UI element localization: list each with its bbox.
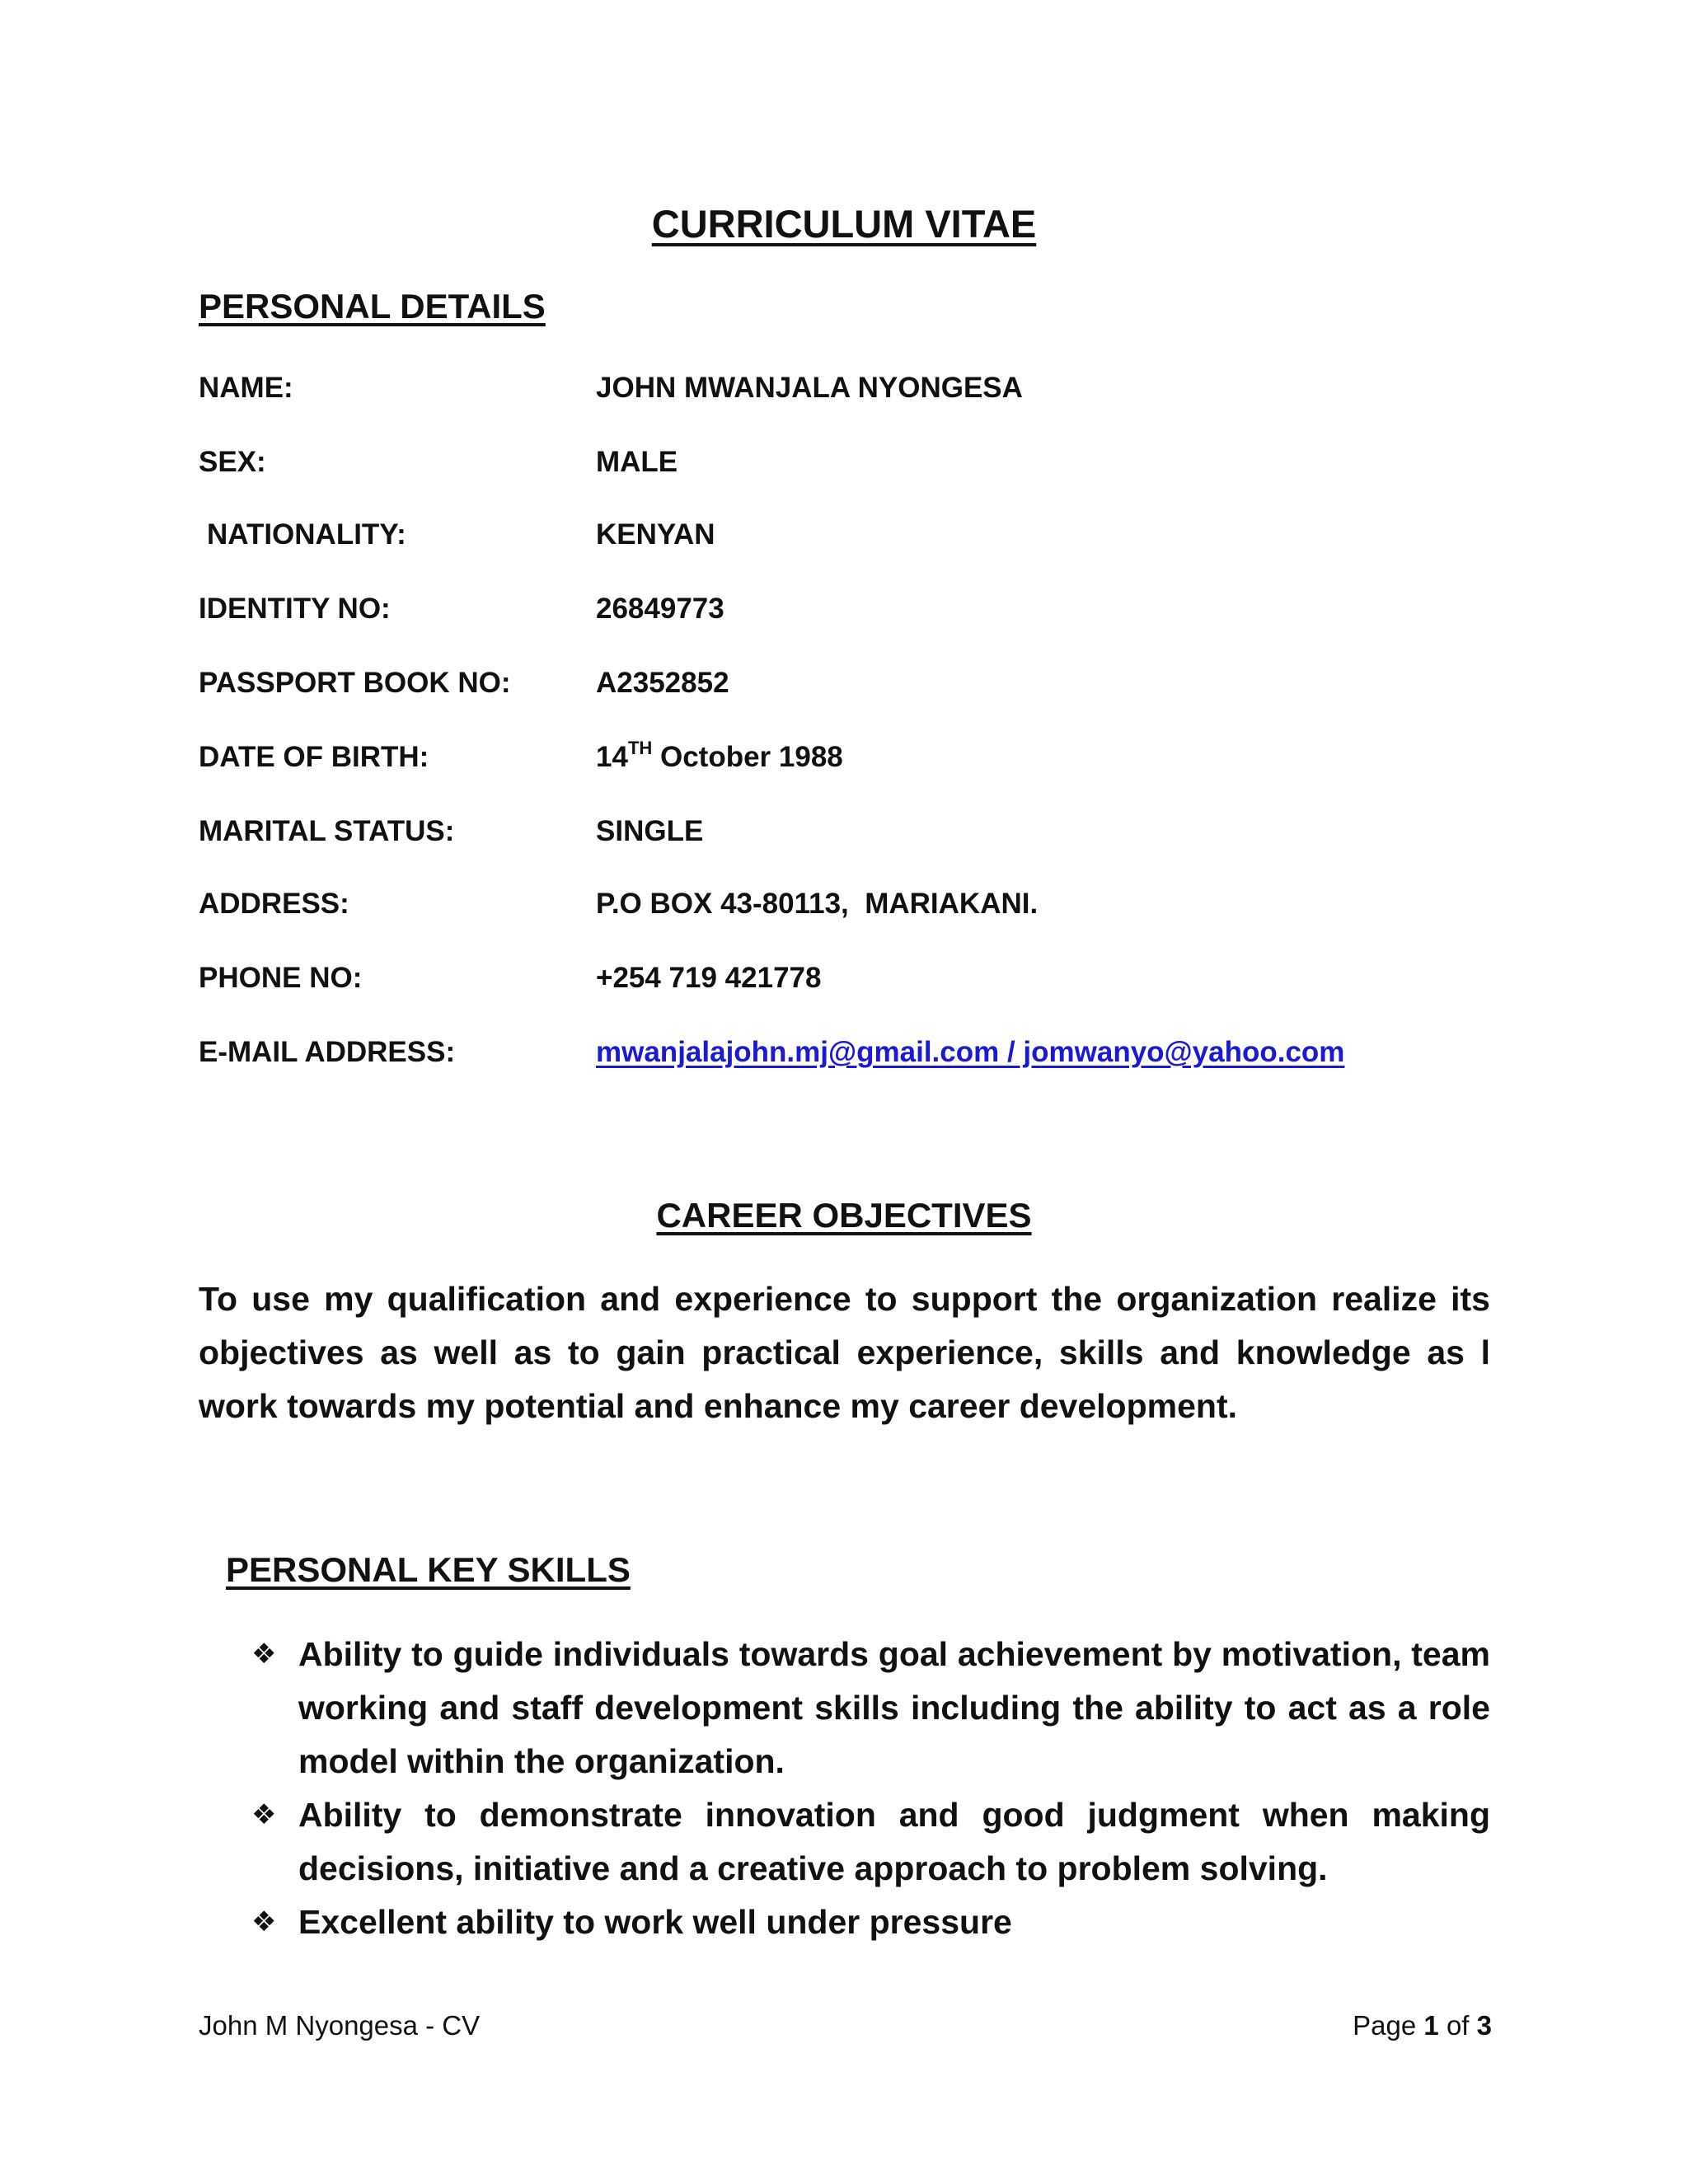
list-item (251, 1628, 1490, 1788)
details-value: JOHN MWANJALA NYONGESA (596, 372, 1023, 404)
footer-page-number (1353, 2010, 1492, 2041)
career-objectives-heading: CAREER OBJECTIVES (656, 1196, 1032, 1235)
details-value: SINGLE (596, 815, 704, 847)
skill-text: Ability to guide individuals towards goal achievement by motivation, team working and staff development skills including the ability to act as a role model within the organization. (298, 1635, 1490, 1780)
details-row-date-of-birth (199, 738, 1517, 782)
email-link[interactable]: mwanjalajohn.mj@gmail.com / jomwanyo@yahoo.com (596, 1036, 1345, 1068)
details-row-address (199, 888, 1517, 929)
details-value-email (596, 1036, 1344, 1069)
details-value: KENYAN (596, 518, 715, 551)
career-objectives-text: To use my qualification and experience to support the organization realize its objectives as well as to gain practical experience, skills and knowledge as l work towards my potential and enhance my career development. (199, 1280, 1490, 1425)
details-value: P.O BOX 43-80113, MARIAKANI. (596, 888, 1039, 920)
dob-month-year: October 1988 (652, 741, 843, 773)
details-label: NAME: (199, 372, 293, 404)
details-value: 26849773 (596, 593, 724, 625)
page-middle: of (1438, 2010, 1477, 2041)
details-label: PHONE NO: (199, 962, 363, 994)
details-label: MARITAL STATUS: (199, 815, 455, 847)
details-label: PASSPORT BOOK NO: (199, 667, 511, 699)
details-value: A2352852 (596, 667, 729, 699)
details-label: E-MAIL ADDRESS: (199, 1036, 456, 1068)
dob-day-suffix: TH (627, 738, 653, 758)
skill-text: Excellent ability to work well under pressure (298, 1903, 1012, 1941)
page-total: 3 (1476, 2010, 1492, 2041)
diamond-bullet-icon: ❖ (251, 1638, 277, 1670)
details-label: DATE OF BIRTH: (199, 741, 429, 773)
key-skills-list (251, 1628, 1490, 1949)
key-skills-heading: PERSONAL KEY SKILLS (226, 1550, 631, 1589)
diamond-bullet-icon: ❖ (251, 1906, 277, 1938)
details-value: +254 719 421778 (596, 962, 822, 994)
details-label: ADDRESS: (199, 888, 349, 920)
document-title: CURRICULUM VITAE (651, 202, 1037, 246)
details-row-passport-no (199, 667, 1517, 708)
details-row-nationality (199, 518, 1517, 560)
personal-details-heading: PERSONAL DETAILS (199, 287, 546, 326)
details-row-marital-status (199, 815, 1517, 856)
details-row-email (199, 1036, 1517, 1077)
details-row-name (199, 372, 1517, 413)
diamond-bullet-icon: ❖ (251, 1799, 277, 1830)
page-current: 1 (1423, 2010, 1439, 2041)
details-value: MALE (596, 446, 678, 478)
list-item (251, 1896, 1490, 1949)
details-row-sex (199, 446, 1517, 487)
details-row-identity-no (199, 593, 1517, 634)
details-label: NATIONALITY: (207, 518, 406, 551)
skill-text: Ability to demonstrate innovation and good judgment when making decisions, initiative and a creative approach to problem solving. (298, 1796, 1490, 1887)
footer-document-name: John M Nyongesa - CV (199, 2010, 481, 2041)
details-label: IDENTITY NO: (199, 593, 391, 625)
page-prefix: Page (1353, 2010, 1424, 2041)
details-label: SEX: (199, 446, 266, 478)
list-item (251, 1788, 1490, 1896)
details-value-dob (596, 738, 843, 774)
details-row-phone (199, 962, 1517, 1003)
dob-day: 14 (596, 741, 628, 773)
